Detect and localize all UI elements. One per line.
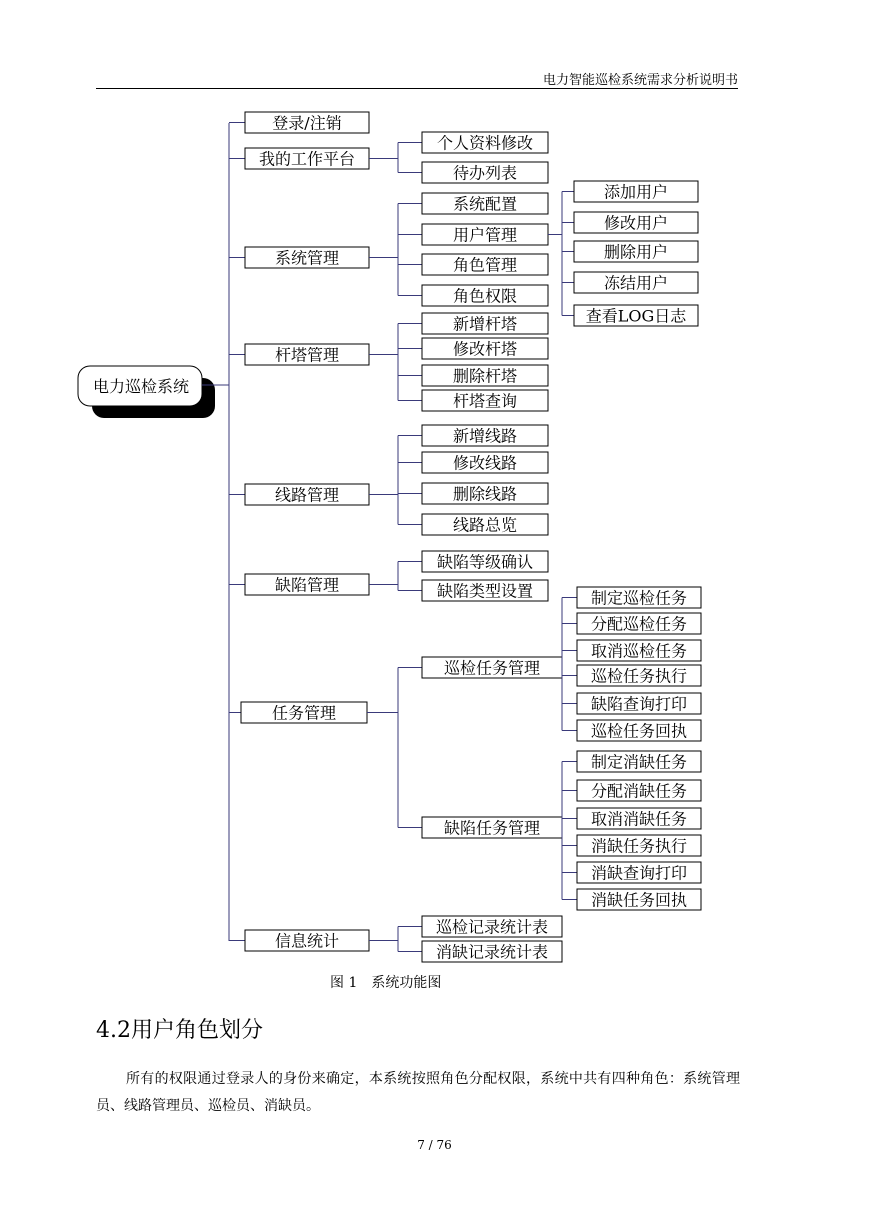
leaf-node-6-0-5 bbox=[577, 720, 701, 741]
leaf-node-2-1-3-label: 冻结用户 bbox=[603, 273, 669, 293]
submodule-node-7-0 bbox=[422, 916, 562, 937]
submodule-node-4-1-label: 修改线路 bbox=[452, 453, 518, 473]
submodule-node-2-3 bbox=[422, 285, 548, 306]
submodule-node-2-2-label: 角色管理 bbox=[452, 255, 518, 275]
submodule-node-4-2-label: 删除线路 bbox=[452, 484, 518, 504]
submodule-node-3-2 bbox=[422, 365, 548, 386]
submodule-node-5-0-label: 缺陷等级确认 bbox=[436, 552, 534, 572]
leaf-node-6-0-3-label: 巡检任务执行 bbox=[590, 666, 688, 686]
leaf-node-2-1-1-label: 修改用户 bbox=[603, 213, 669, 233]
leaf-node-2-1-2 bbox=[574, 241, 698, 262]
body-paragraph: 所有的权限通过登录人的身份来确定，本系统按照角色分配权限，系统中共有四种角色：系统管理员、线路管理员、巡检员、消缺员。 bbox=[96, 1071, 740, 1114]
leaf-node-6-1-2 bbox=[577, 808, 701, 829]
leaf-node-6-0-0-label: 制定巡检任务 bbox=[590, 588, 688, 608]
page-number: 7 / 76 bbox=[417, 1138, 452, 1152]
leaf-node-2-1-0-label: 添加用户 bbox=[603, 182, 669, 202]
module-node-7-label: 信息统计 bbox=[274, 931, 340, 951]
leaf-node-6-1-0 bbox=[577, 751, 701, 772]
submodule-node-2-0-label: 系统配置 bbox=[452, 194, 518, 214]
submodule-node-1-0-label: 个人资料修改 bbox=[436, 133, 534, 153]
header-title: 电力智能巡检系统需求分析说明书 bbox=[542, 73, 738, 88]
submodule-node-2-1-label: 用户管理 bbox=[452, 225, 518, 245]
leaf-node-2-1-1 bbox=[574, 212, 698, 233]
submodule-node-6-1-label: 缺陷任务管理 bbox=[443, 818, 541, 838]
submodule-node-2-1 bbox=[422, 224, 548, 245]
leaf-node-2-1-0 bbox=[574, 181, 698, 202]
leaf-node-6-0-1-label: 分配巡检任务 bbox=[590, 614, 688, 634]
leaf-node-2-1-4 bbox=[574, 305, 698, 326]
submodule-node-3-0 bbox=[422, 313, 548, 334]
module-node-7 bbox=[245, 930, 369, 951]
leaf-node-6-1-3 bbox=[577, 835, 701, 856]
submodule-node-4-0 bbox=[422, 425, 548, 446]
submodule-node-1-1-label: 待办列表 bbox=[452, 163, 518, 183]
module-node-4 bbox=[245, 484, 369, 505]
leaf-node-6-0-2-label: 取消巡检任务 bbox=[590, 641, 688, 661]
module-node-4-label: 线路管理 bbox=[274, 485, 340, 505]
submodule-node-3-1-label: 修改杆塔 bbox=[452, 339, 518, 359]
module-node-6 bbox=[241, 702, 367, 723]
submodule-node-6-1 bbox=[422, 817, 562, 838]
module-node-3 bbox=[245, 344, 369, 365]
root-node bbox=[78, 366, 202, 406]
leaf-node-2-1-4-label: 查看LOG日志 bbox=[585, 306, 687, 326]
submodule-node-3-2-label: 删除杆塔 bbox=[452, 366, 518, 386]
leaf-node-6-1-2-label: 取消消缺任务 bbox=[590, 809, 688, 829]
leaf-node-6-1-5 bbox=[577, 889, 701, 910]
module-node-0 bbox=[245, 112, 369, 133]
submodule-node-3-1 bbox=[422, 338, 548, 359]
submodule-node-3-3-label: 杆塔查询 bbox=[452, 391, 518, 411]
root-node-label: 电力巡检系统 bbox=[92, 377, 190, 396]
module-node-6-label: 任务管理 bbox=[271, 703, 337, 723]
submodule-node-1-1 bbox=[422, 162, 548, 183]
submodule-node-2-2 bbox=[422, 254, 548, 275]
submodule-node-2-0 bbox=[422, 193, 548, 214]
leaf-node-6-1-4 bbox=[577, 862, 701, 883]
leaf-node-6-0-4-label: 缺陷查询打印 bbox=[590, 694, 688, 714]
submodule-node-6-0-label: 巡检任务管理 bbox=[443, 658, 541, 678]
submodule-node-3-0-label: 新增杆塔 bbox=[452, 314, 518, 334]
submodule-node-4-0-label: 新增线路 bbox=[452, 426, 518, 446]
leaf-node-6-0-5-label: 巡检任务回执 bbox=[590, 721, 688, 741]
submodule-node-2-3-label: 角色权限 bbox=[452, 286, 518, 306]
submodule-node-1-0 bbox=[422, 132, 548, 153]
submodule-node-3-3 bbox=[422, 390, 548, 411]
leaf-node-6-1-0-label: 制定消缺任务 bbox=[590, 752, 688, 772]
leaf-node-6-0-1 bbox=[577, 613, 701, 634]
submodule-node-4-3 bbox=[422, 514, 548, 535]
submodule-node-6-0 bbox=[422, 657, 562, 678]
leaf-node-6-0-4 bbox=[577, 693, 701, 714]
module-node-0-label: 登录/注销 bbox=[272, 113, 342, 133]
submodule-node-5-1-label: 缺陷类型设置 bbox=[436, 581, 534, 601]
submodule-node-7-1 bbox=[422, 941, 562, 962]
module-node-5-label: 缺陷管理 bbox=[274, 575, 340, 595]
submodule-node-5-1 bbox=[422, 580, 548, 601]
submodule-node-7-1-label: 消缺记录统计表 bbox=[435, 942, 549, 962]
leaf-node-6-1-1-label: 分配消缺任务 bbox=[590, 781, 688, 801]
leaf-node-6-1-4-label: 消缺查询打印 bbox=[590, 863, 688, 883]
module-node-2-label: 系统管理 bbox=[274, 248, 340, 268]
leaf-node-2-1-3 bbox=[574, 272, 698, 293]
module-node-3-label: 杆塔管理 bbox=[274, 345, 340, 365]
module-node-1 bbox=[245, 148, 369, 169]
submodule-node-5-0 bbox=[422, 551, 548, 572]
leaf-node-6-1-1 bbox=[577, 780, 701, 801]
figure-caption: 图 1 系统功能图 bbox=[330, 975, 442, 991]
leaf-node-6-1-3-label: 消缺任务执行 bbox=[590, 836, 688, 856]
leaf-node-6-1-5-label: 消缺任务回执 bbox=[590, 890, 688, 910]
module-node-1-label: 我的工作平台 bbox=[258, 149, 356, 169]
leaf-node-6-0-0 bbox=[577, 587, 701, 608]
module-node-2 bbox=[245, 247, 369, 268]
submodule-node-4-1 bbox=[422, 452, 548, 473]
submodule-node-7-0-label: 巡检记录统计表 bbox=[435, 917, 549, 937]
leaf-node-6-0-2 bbox=[577, 640, 701, 661]
submodule-node-4-3-label: 线路总览 bbox=[452, 515, 518, 535]
section-heading: 4.2用户角色划分 bbox=[96, 1018, 263, 1043]
submodule-node-4-2 bbox=[422, 483, 548, 504]
module-node-5 bbox=[245, 574, 369, 595]
leaf-node-6-0-3 bbox=[577, 665, 701, 686]
leaf-node-2-1-2-label: 删除用户 bbox=[603, 242, 669, 262]
